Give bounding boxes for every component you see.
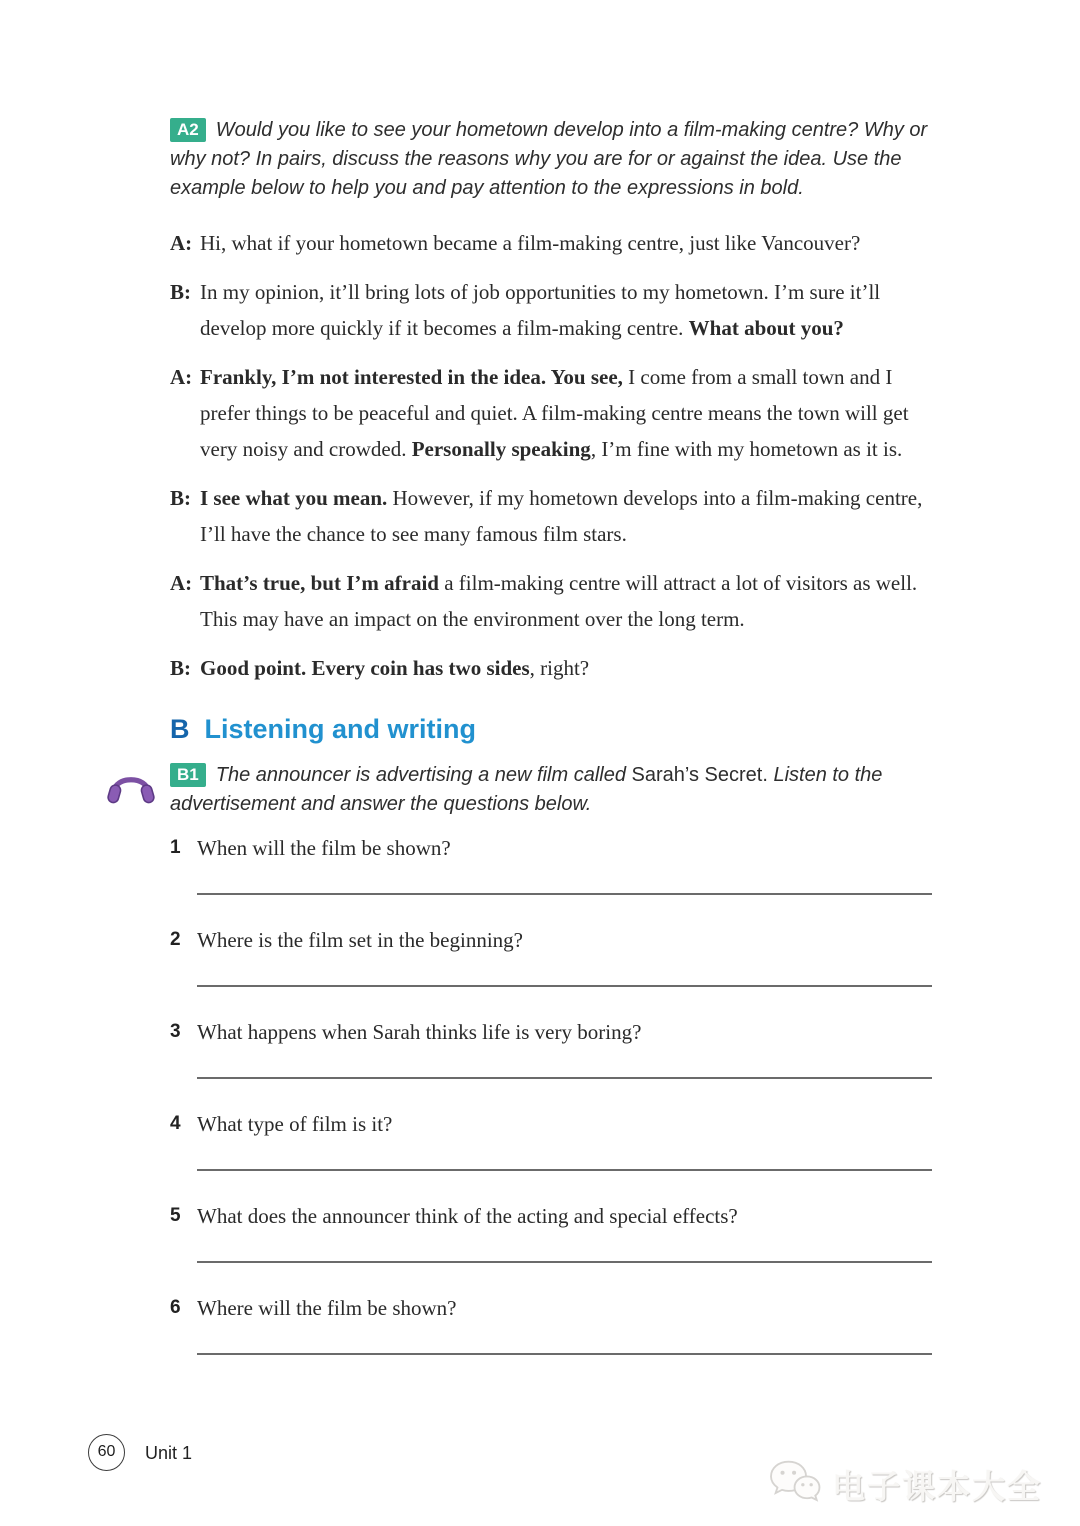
question-text: Where will the film be shown? (197, 1296, 457, 1320)
question (170, 835, 932, 861)
question (170, 927, 932, 953)
question (170, 1111, 932, 1137)
dialogue-text: I see what you mean. However, if my hometown develops into a film-making centre, I’ll have the chance to see many famous film stars. (200, 486, 923, 546)
question (170, 1019, 932, 1045)
b1-instruction-text: The announcer is advertising a new film called Sarah’s Secret. Listen to the advertisement and answer the questions below. (170, 764, 883, 815)
page-number: 60 (97, 1443, 116, 1460)
speaker-label: A: (170, 231, 193, 255)
question-text: When will the film be shown? (197, 836, 451, 860)
question-item (170, 1203, 932, 1263)
speaker-label: A: (170, 365, 193, 389)
wechat-logo-icon (766, 1458, 824, 1511)
headphones-icon (106, 763, 156, 809)
question-item (170, 927, 932, 987)
unit-label: Unit 1 (145, 1443, 193, 1463)
question-number: 6 (170, 1297, 181, 1318)
question-item (170, 1111, 932, 1171)
dialogue-turn (170, 274, 932, 346)
question-number: 2 (170, 929, 181, 950)
answer-line (197, 1077, 932, 1079)
b1-instruction (170, 761, 932, 819)
question-text: What does the announcer think of the acting and special effects? (197, 1204, 738, 1228)
dialogue (170, 225, 932, 686)
a2-instruction-text: Would you like to see your hometown develop into a film-making centre? Why or why not? In pairs, discuss the reasons why you are for or against the idea. Use the example below to help you and pay attention to the expressions in bold. (170, 119, 928, 199)
dialogue-text: Good point. Every coin has two sides, right? (200, 656, 590, 680)
question-text: What type of film is it? (197, 1112, 393, 1136)
answer-line (197, 1353, 932, 1355)
dialogue-turn (170, 359, 932, 467)
dialogue-turn (170, 565, 932, 637)
b1-badge: B1 (170, 763, 206, 787)
question-number: 3 (170, 1021, 181, 1042)
questions-list (170, 835, 932, 1355)
a2-badge: A2 (170, 118, 206, 142)
dialogue-turn (170, 225, 932, 261)
dialogue-turn (170, 480, 932, 552)
dialogue-text: In my opinion, it’ll bring lots of job opportunities to my hometown. I’m sure it’ll develop more quickly if it becomes a film-making centre. What about you? (200, 280, 881, 340)
answer-line (197, 985, 932, 987)
dialogue-turn (170, 650, 932, 686)
section-title: Listening and writing (204, 714, 476, 744)
question-item (170, 1295, 932, 1355)
page-content (170, 116, 932, 1387)
speaker-label: B: (170, 280, 191, 304)
question-text: Where is the film set in the beginning? (197, 928, 523, 952)
dialogue-text: That’s true, but I’m afraid a film-making centre will attract a lot of visitors as well. This may have an impact on the environment over the long term. (200, 571, 918, 631)
question-number: 4 (170, 1113, 181, 1134)
question-text: What happens when Sarah thinks life is very boring? (197, 1020, 642, 1044)
question-item (170, 835, 932, 895)
question (170, 1203, 932, 1229)
b1-block (170, 761, 932, 819)
answer-line (197, 893, 932, 895)
watermark (766, 1458, 1042, 1511)
watermark-text: 电子课本大全 (832, 1468, 1042, 1505)
dialogue-text: Frankly, I’m not interested in the idea. You see, I come from a small town and I prefer things to be peaceful and quiet. A film-making centre means the town will get very noisy and crowded. Personally speaking, I’m fine with my hometown as it is. (200, 365, 909, 461)
speaker-label: B: (170, 486, 191, 510)
speaker-label: B: (170, 656, 191, 680)
question-number: 1 (170, 837, 181, 858)
section-b-header (170, 714, 932, 745)
answer-line (197, 1261, 932, 1263)
a2-instruction (170, 116, 932, 203)
answer-line (197, 1169, 932, 1171)
page-number-badge (88, 1434, 125, 1471)
section-letter: B (170, 714, 190, 744)
question-item (170, 1019, 932, 1079)
dialogue-text: Hi, what if your hometown became a film-making centre, just like Vancouver? (200, 231, 861, 255)
question-number: 5 (170, 1205, 181, 1226)
question (170, 1295, 932, 1321)
speaker-label: A: (170, 571, 193, 595)
